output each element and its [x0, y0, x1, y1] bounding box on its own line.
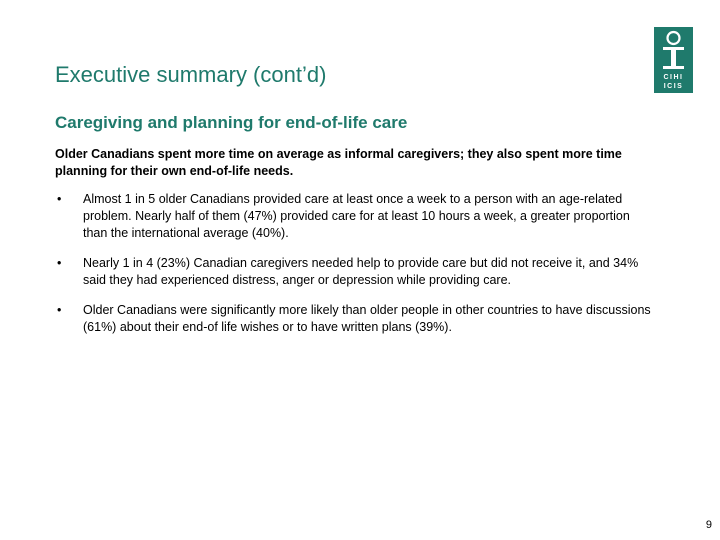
bullet-text: Older Canadians were significantly more likely than older people in other countries to have discussions (61%) about their end-of life wishes or to have written plans (39%). [83, 303, 651, 334]
bullet-marker: • [57, 256, 62, 270]
bullet-marker: • [57, 192, 62, 206]
lead-paragraph: Older Canadians spent more time on average as informal caregivers; they also spent more time planning for their own end-of-life needs. [55, 147, 622, 178]
logo-text-line2: ICIS [663, 83, 684, 90]
bullet-item [55, 302, 655, 336]
bullet-list [55, 191, 655, 349]
bullet-item [55, 255, 655, 289]
logo-text-line1: CIHI [663, 74, 684, 81]
bullet-text: Nearly 1 in 4 (23%) Canadian caregivers needed help to provide care but did not receive it, and 34% said they had experienced distress, anger or depression while providing care. [83, 256, 639, 287]
bullet-text: Almost 1 in 5 older Canadians provided care at least once a week to a person with an age-related problem. Nearly half of them (47%) provided care for at least 10 hours a week, a greater proportion than the international average (40%). [83, 192, 630, 240]
bullet-marker: • [57, 303, 62, 317]
bullet-item [55, 191, 655, 242]
page-number: 9 [705, 519, 712, 531]
cihi-logo [654, 27, 693, 93]
page-title: Executive summary (cont’d) [55, 62, 327, 87]
section-subtitle: Caregiving and planning for end-of-life care [55, 113, 408, 132]
cihi-logo-mark [654, 27, 693, 93]
